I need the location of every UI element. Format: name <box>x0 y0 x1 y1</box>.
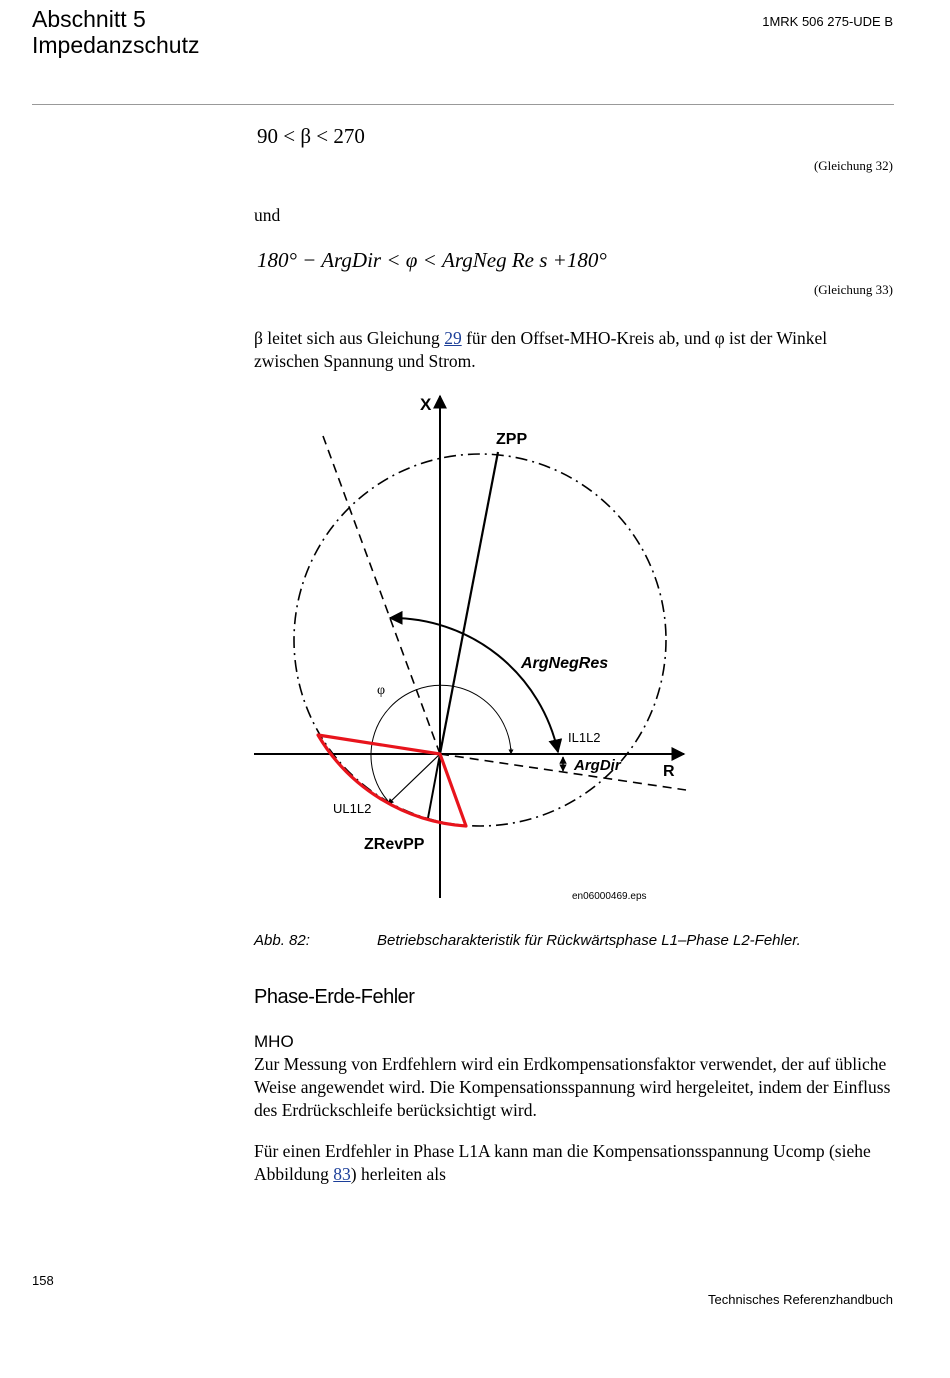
sub-heading: Phase-Erde-Fehler <box>254 986 415 1008</box>
argdir-label: ArgDir <box>574 757 621 774</box>
x-axis-label: X <box>420 395 432 414</box>
section-label: Abschnitt 5 <box>32 6 146 32</box>
paragraph-ucomp <box>254 1140 894 1186</box>
il1l2-label: IL1L2 <box>568 730 601 745</box>
section-title: Impedanzschutz <box>32 32 200 58</box>
equation-32: 90 < β < 270 <box>257 124 365 148</box>
equation-32-number: (Gleichung 32) <box>813 158 893 173</box>
zrevpp-label: ZRevPP <box>364 836 425 853</box>
equation-29-link[interactable]: 29 <box>444 328 462 348</box>
document-id: 1MRK 506 275-UDE B <box>762 14 893 29</box>
figure-caption-text: Betriebscharakteristik für Rückwärtsphase L1–Phase L2-Fehler. <box>377 932 801 949</box>
arg-neg-res-line <box>323 436 440 754</box>
conjunction-text: und <box>254 205 281 225</box>
phi-label: φ <box>377 683 386 698</box>
ul1l2-label: UL1L2 <box>333 801 372 816</box>
mho-label: MHO <box>254 1032 294 1051</box>
paragraph-beta <box>254 327 894 373</box>
r-axis-label: R <box>663 763 675 780</box>
argnegres-arc <box>390 618 558 752</box>
footer-title: Technisches Referenzhandbuch <box>707 1292 893 1307</box>
zpp-vector <box>440 452 498 754</box>
figure-file-label: en06000469.eps <box>572 891 647 902</box>
figure-83-link[interactable]: 83 <box>333 1164 351 1184</box>
operating-characteristic-diagram <box>250 388 700 908</box>
header-divider <box>32 104 894 105</box>
paragraph-ucomp-text-2: ) herleiten als <box>350 1164 446 1184</box>
paragraph-ucomp-text-1: Für einen Erdfehler in Phase L1A kann man die Kompensationsspannung Ucomp (siehe Abbildung <box>254 1141 871 1184</box>
equation-33-number: (Gleichung 33) <box>813 282 893 297</box>
paragraph-beta-text-1: β leitet sich aus Gleichung <box>254 328 445 348</box>
zpp-label: ZPP <box>496 431 528 448</box>
equation-33: 180° − ArgDir < φ < ArgNeg Re s +180° <box>257 248 607 272</box>
figure-caption <box>254 932 801 949</box>
paragraph-beta-text-2: für den Offset-MHO-Kreis ab, und φ ist der Winkel zwischen Spannung und Strom. <box>254 328 828 371</box>
page-number: 158 <box>32 1273 54 1288</box>
figure-caption-number: Abb. 82: <box>254 932 310 949</box>
argnegres-label: ArgNegRes <box>521 655 609 672</box>
paragraph-earth-compensation: Zur Messung von Erdfehlern wird ein Erdkompensationsfaktor verwendet, der auf übliche Weise angewendet wird. Die Kompensationsspannung wird hergeleitet, indem der Einfluss des Erdrückschleife berücksichtigt wird. <box>254 1054 891 1120</box>
